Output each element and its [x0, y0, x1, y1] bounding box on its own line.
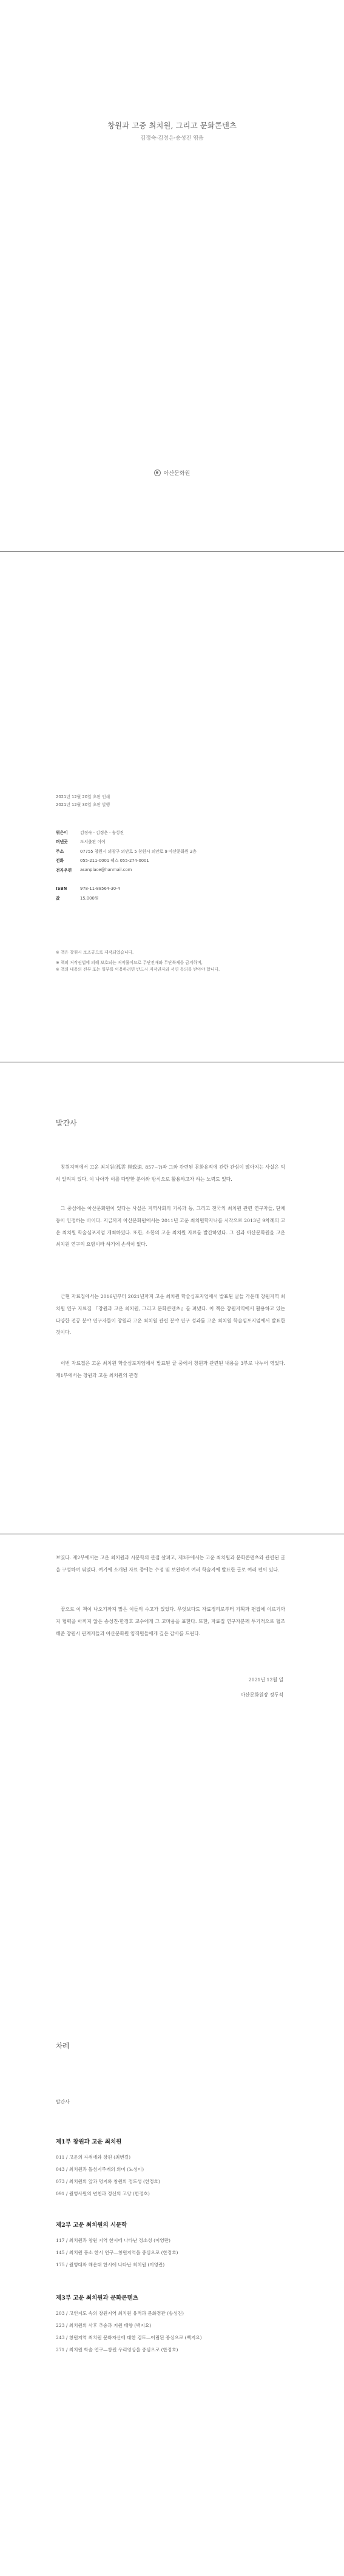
- preface-paragraph: 창원지역에서 고운 최치원(孤雲 崔致遠, 857~?)과 그와 관련된 문화유적에 관한 관심이 많아지는 사실은 익히 알려져 있다. 이 나아가 이를 다양한 분야와 방식으로 활용하고자 하는 노력도 있다.: [56, 1164, 285, 1182]
- toc-item: 091 / 월영사원의 변천과 정신의 고양 (한정호): [56, 2191, 150, 2196]
- colophon-row: 값 15,000원: [56, 896, 99, 901]
- toc-part-title: 제2부 고운 최치원의 시문학: [56, 2222, 127, 2229]
- toc-part-title: 제1부 창원과 고운 최치원: [56, 2139, 122, 2145]
- toc-item: 145 / 최치원 풍소 한시 연구—창원지역을 중심으로 (한정호): [56, 2250, 178, 2255]
- colophon-note: ※ 책의 저작권법에 의해 보호되는 저작물이므로 무단전재와 무단복제를 금지하며,: [56, 960, 203, 965]
- book-authors: 김정숙·김정은·송성진 엮음: [140, 135, 204, 142]
- colophon-info: [56, 827, 197, 903]
- preface-paragraph: 보였다. 제2부에서는 고운 최치원과 시문학의 관점 살펴고, 제3부에서는 고운 최치원과 문화콘텐츠와 관련된 글을 구성하여 엮었다. 여기에 소개된 자료 중에는 수정 및 보완하여 여러 학술지에 발표한 글로 여러 편이 있다.: [56, 1555, 285, 1573]
- toc-item: 243 / 창원지역 최치원 문화자산에 대한 검토—어림된 중심으로 (백지요): [56, 2335, 202, 2340]
- preface-date: 2021년 12월 일: [248, 1677, 283, 1683]
- toc-item: 175 / 월영대와 해운대 한시에 나타난 최치원 (이영란): [56, 2262, 165, 2267]
- colophon-row: ISBN 978-11-88564-30-4: [56, 886, 121, 891]
- preface-paragraph: 그 중심에는 아산문화원이 있다는 사실은 지역사회의 기록과 동, 그리고 전국의 최치원 관련 연구자들, 단체 등이 인정하는 바이다. 지금까지 아산문화원에서는 2011년 고운 최치원학자나를 시작으로 2013년 9차례의 고운 최치원 학술심포지엄 개최하였다. 또한, 소한의 고운 최치원 자료를 발간하였다. 그 결과 아산문화원을 고운 최치원 연구의 요람이라 하기에 손색이 없다.: [56, 1206, 285, 1248]
- preface-heading: 발간사: [56, 1119, 77, 1127]
- colophon-note: ※ 책은 창원시 보조금으로 제작되었습니다.: [56, 950, 134, 955]
- toc-heading: 차례: [56, 2041, 70, 2050]
- preface-signature: 아산문화원장 정두석: [240, 1692, 283, 1698]
- toc-item: 223 / 최치원의 사후 추숭과 지원 배향 (백지요): [56, 2323, 152, 2328]
- publisher-name: 아산문화원: [163, 471, 191, 477]
- toc-item: 011 / 고운의 자취에와 창원 (최변걸): [56, 2154, 131, 2160]
- colophon-note: ※ 책의 내용의 전부 또는 일부를 이용하려면 반드시 저작권자와 서면 동의를 받아야 합니다.: [56, 967, 220, 972]
- toc-item: 043 / 최치원과 돌섬지주께의 의미 (노성미): [56, 2167, 144, 2172]
- publish-date: 2021년 12월 30일 초판 발행: [56, 802, 110, 807]
- preface-paragraph: 이번 자료집은 고운 최치원 학술심포지엄에서 발표된 글 중에서 창원과 관련된 내용을 3부로 나누어 엮었다. 제1부에서는 창원과 고운 최치원의 관점: [56, 1361, 285, 1378]
- book-title: 창원과 고중 최치원, 그리고 문화콘텐츠: [107, 121, 237, 130]
- publisher-logo: [0, 469, 344, 477]
- publisher-logo-icon: [154, 470, 161, 476]
- preface-paragraph: 끝으로 이 책이 나오기까지 많은 이들의 수고가 있었다. 무엇보다도 자료정리로부터 기획과 편집에 이르기까지 협력을 아끼지 않은 송성진·한정호 교수에게 그 고마움을 표한다. 또한, 자료집 연구자분께 투기적으로 협조해준 창원시 관계자들과 아산문화원 임직원들에게 깊은 감사를 드린다.: [56, 1607, 285, 1636]
- colophon-row: 주소 07755 창원시 의창구 의안로 5 창원시 의안로 9 아산문화원 2층: [56, 849, 197, 854]
- toc-preface-entry: 발간사: [56, 2099, 70, 2105]
- toc-item: 073 / 최치원의 앞과 명지와 창원의 정도성 (한정호): [56, 2179, 160, 2184]
- toc-item: 117 / 최치원과 창원 지역 한시에 나타난 정소성 (이영란): [56, 2238, 170, 2243]
- toc-part-title: 제3부 고운 최치원과 문화콘텐츠: [56, 2295, 138, 2301]
- colophon-row: 전자우편 asanplace@hanmail.com: [56, 867, 132, 873]
- colophon-row: 엮은이 김정숙 · 김정은 · 송성진: [56, 830, 124, 835]
- colophon-row: 펴낸곳 도서출판 이어: [56, 839, 106, 845]
- colophon-row: [56, 875, 197, 884]
- colophon-row: 전화 055-211-0001 팩스 055-274-0001: [56, 858, 149, 864]
- print-date: 2021년 12월 20일 초판 인쇄: [56, 794, 110, 799]
- colophon-notes: [56, 949, 220, 973]
- toc-item: 271 / 최치원 학술 연구—창원 우리영상을 중심으로 (한정호): [56, 2347, 178, 2352]
- preface-paragraph: 근현 자료집에서는 2016년부터 2021년까지 고운 최치원 학술심포지엄에서 발표된 글들 가운데 창원지역 최치원 연구 자료집 『창원과 고운 최치원, 그리고 문화콘텐츠』를 펴냈다. 이 책은 창원지역에서 활용하고 있는 다양한 전공 분야 연구자들이 창원과 고운 최치원 관련 분야 연구 성과를 고운 최치원 학술심포지엄에서 발표한 것이다.: [56, 1294, 285, 1336]
- toc-item: 203 / 고인지도 속의 창원지역 최치원 유적과 문화경관 (송성진): [56, 2311, 184, 2316]
